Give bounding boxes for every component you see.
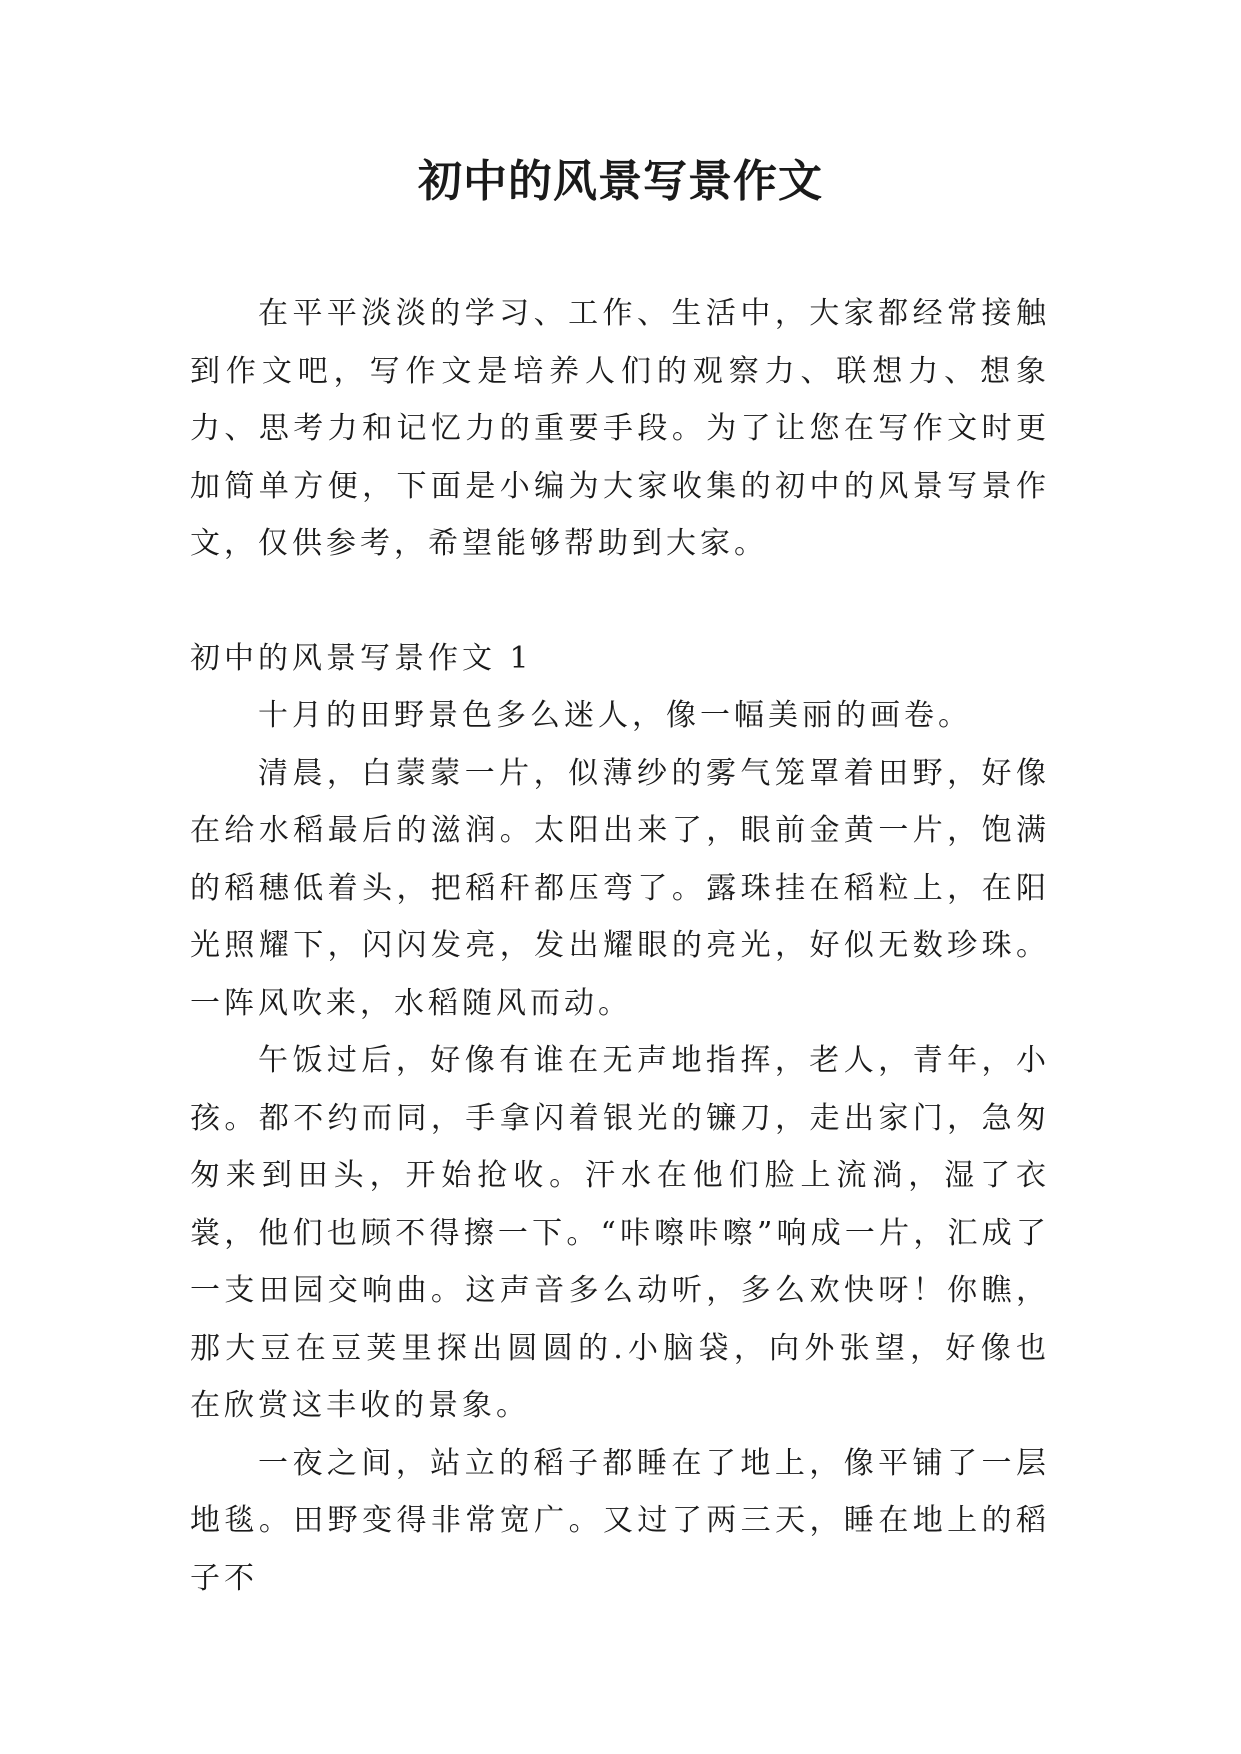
body-paragraph: 清晨，白蒙蒙一片，似薄纱的雾气笼罩着田野，好像在给水稻最后的滋润。太阳出来了，眼前金黄一片，饱满的稻穗低着头，把稻秆都压弯了。露珠挂在稻粒上，在阳光照耀下，闪闪发亮，发出耀眼的亮光，好似无数珍珠。一阵风吹来，水稻随风而动。	[190, 755, 1050, 1021]
intro-paragraph: 在平平淡淡的学习、工作、生活中，大家都经常接触到作文吧，写作文是培养人们的观察力、联想力、想象力、思考力和记忆力的重要手段。为了让您在写作文时更加简单方便，下面是小编为大家收集的初中的风景写景作文，仅供参考，希望能够帮助到大家。	[190, 296, 1050, 561]
body-paragraph: 午饭过后，好像有谁在无声地指挥，老人，青年，小孩。都不约而同，手拿闪着银光的镰刀，走出家门，急匆匆来到田头，开始抢收。汗水在他们脸上流淌，湿了衣裳，他们也顾不得擦一下。“咔嚓咔嚓”响成一片，汇成了一支田园交响曲。这声音多么动听，多么欢快呀！你瞧，那大豆在豆荚里探出圆圆的.小脑袋，向外张望，好像也在欣赏这丰收的景象。	[190, 1043, 1050, 1423]
body-paragraph: 一夜之间，站立的稻子都睡在了地上，像平铺了一层地毯。田野变得非常宽广。又过了两三天，睡在地上的稻子不	[190, 1445, 1050, 1596]
document-body	[190, 285, 1050, 1607]
body-paragraph: 十月的田野景色多么迷人，像一幅美丽的画卷。	[258, 698, 972, 733]
section-heading: 初中的风景写景作文 1	[190, 640, 533, 676]
document-title: 初中的风景写景作文	[418, 156, 823, 207]
